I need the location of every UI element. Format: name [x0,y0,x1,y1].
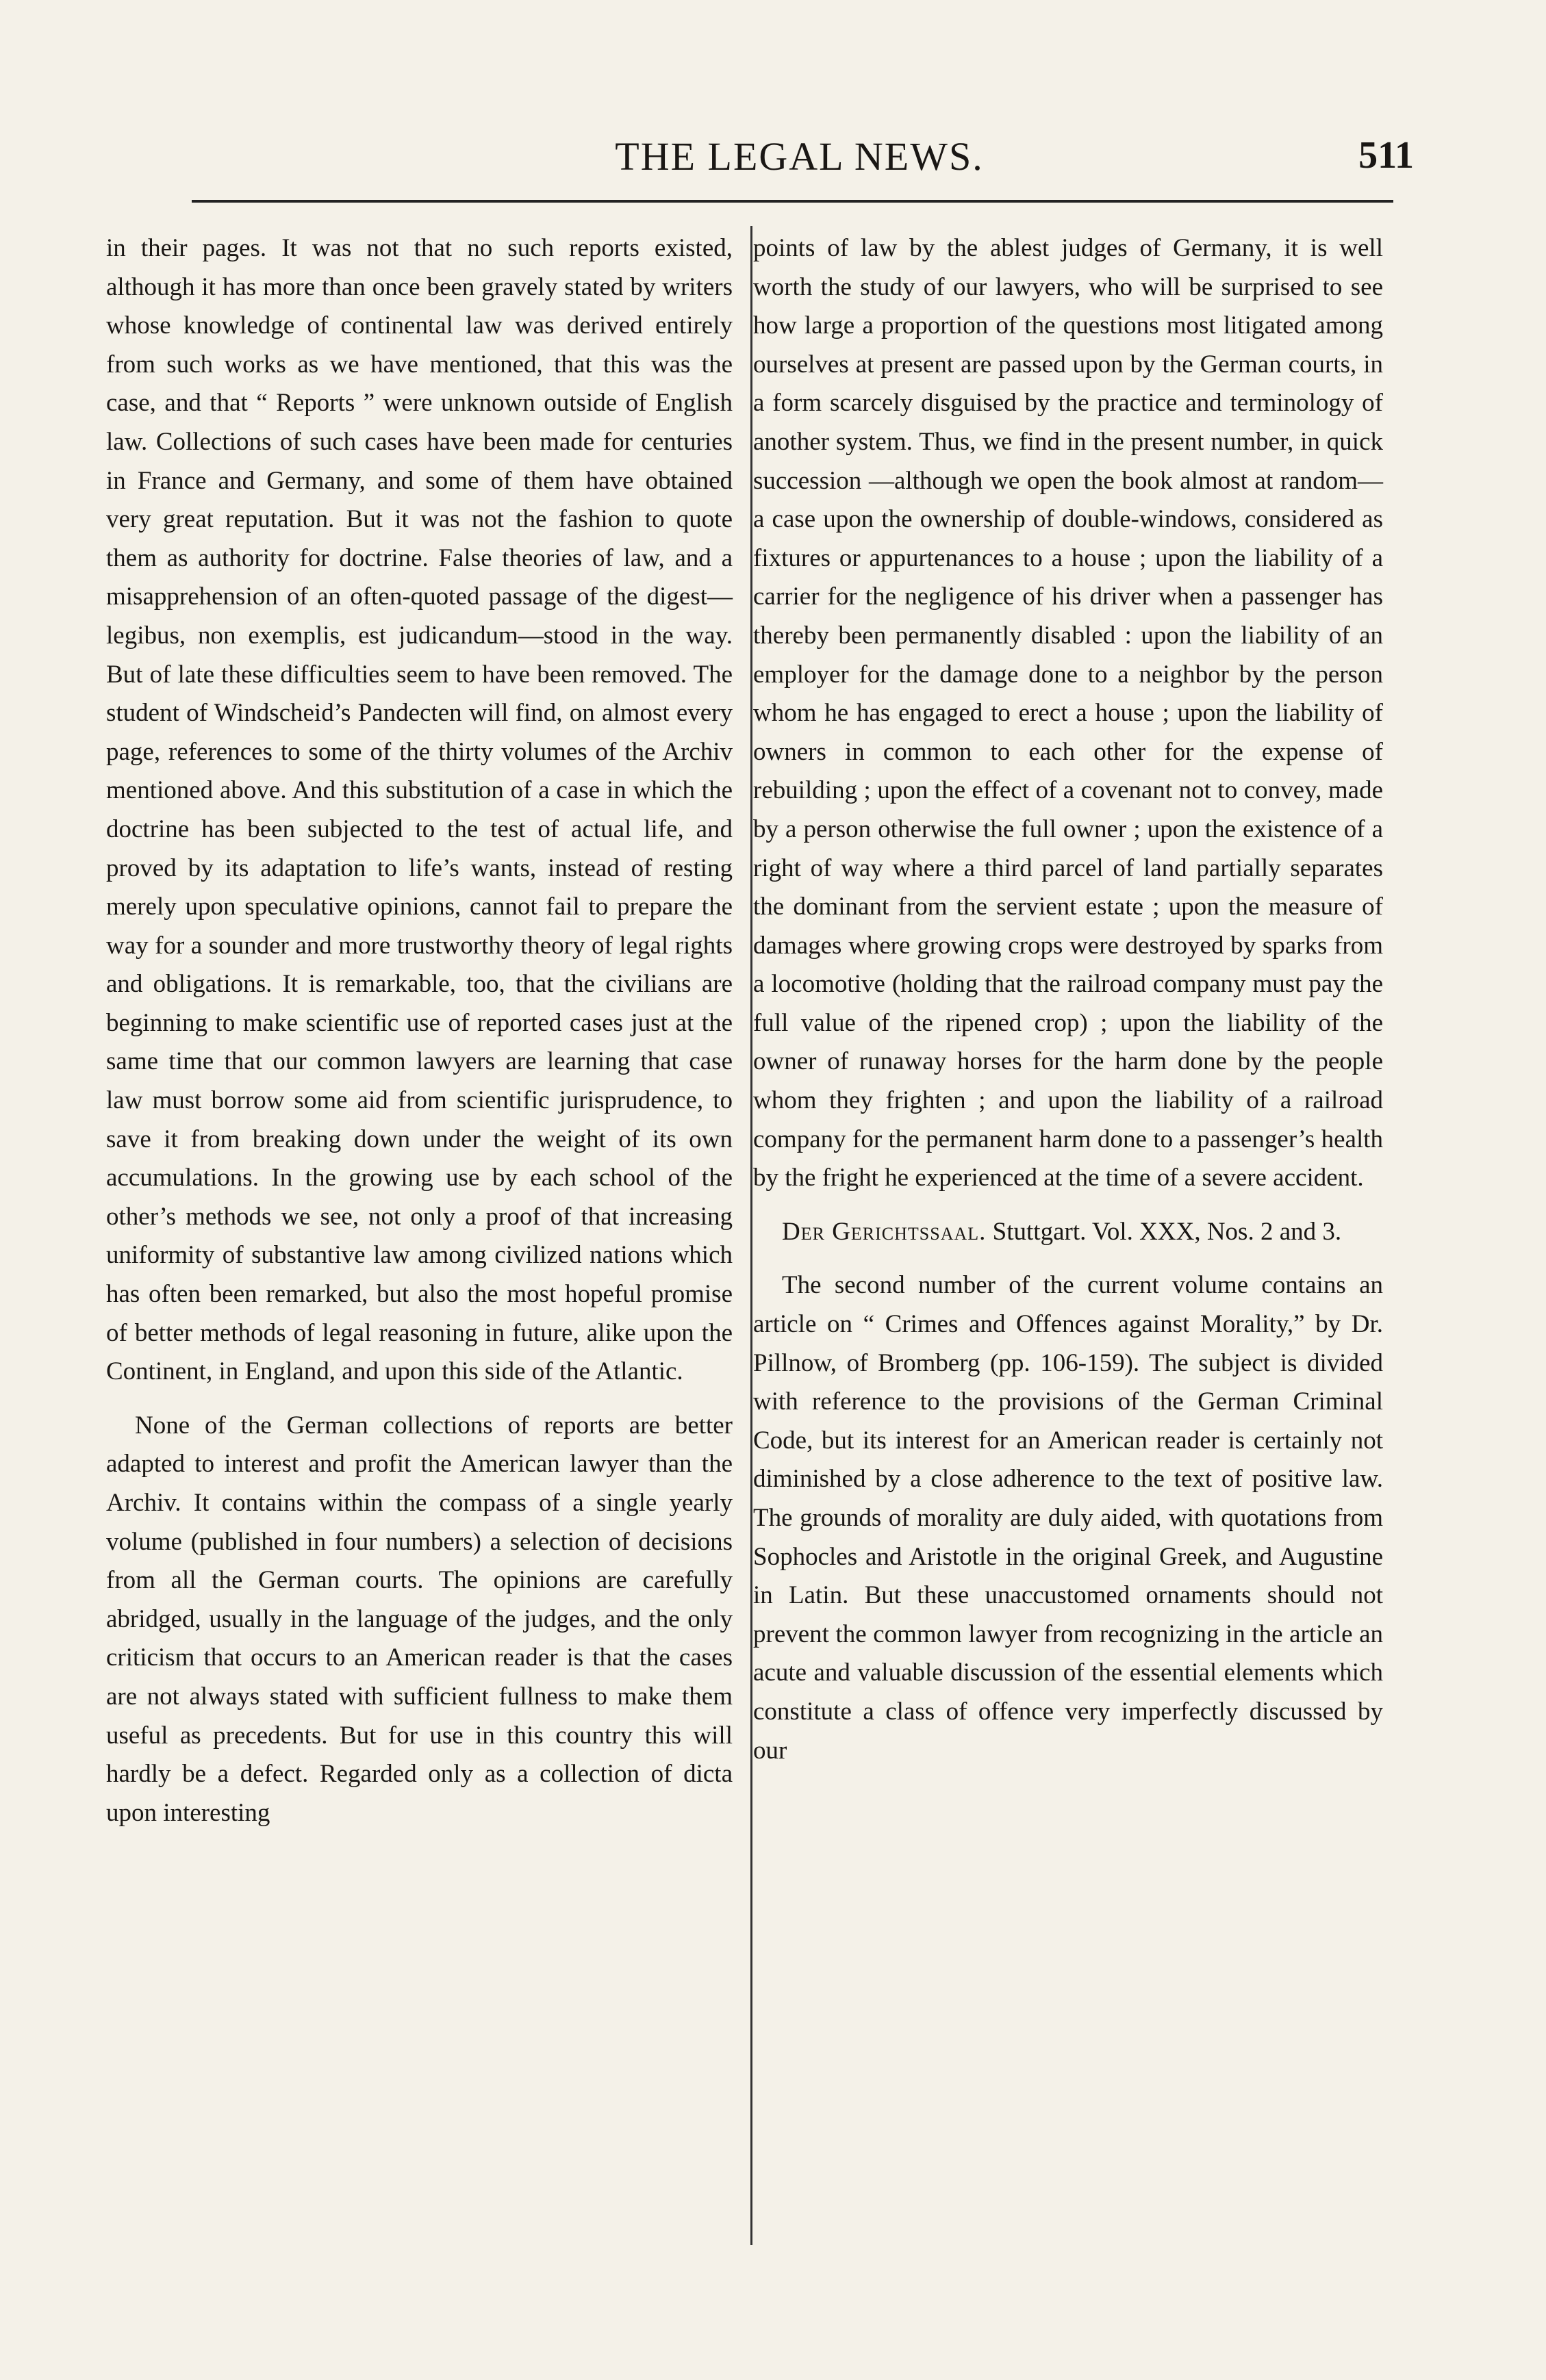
section-heading [753,1213,1383,1252]
section-details: Stuttgart. Vol. XXX, Nos. 2 and 3. [986,1217,1342,1246]
left-paragraph-2: None of the German collections of reports are better adapted to interest and profit the American lawyer than the Archiv. It contains within the compass of a single yearly volume (published in four numbers) a selection of decisions from all the German courts. The opinions are carefully abridged, usually in the language of the judges, and the only criticism that occurs to an American reader is that the cases are not always stated with sufficient fullness to make them useful as precedents. But for use in this country this will hardly be a defect. Regarded only as a collection of dicta upon interesting [106,1411,733,1827]
header-rule [192,200,1393,203]
left-paragraph-1: in their pages. It was not that no such reports existed, although it has more than once been gravely stated by writers whose knowledge of continental law was derived entirely from such works as we have mentioned, that this was the case, and that “ Reports ” were unknown outside of English law. Collections of such cases have been made for centuries in France and Germany, and some of them have obtained very great reputation. But it was not the fashion to quote them as authority for doctrine. False theories of law, and a misapprehension of an often-quoted passage of the digest—legibus, non exemplis, est judicandum—stood in the way. But of late these difficulties seem to have been removed. The student of Windscheid’s Pandecten will find, on almost every page, references to some of the thirty volumes of the Archiv mentioned above. And this substitution of a case in which the doctrine has been subjected to the test of actual life, and proved by its adaptation to life’s wants, instead of resting merely upon speculative opinions, cannot fail to prepare the way for a sounder and more trustworthy theory of legal rights and obligations. It is remarkable, too, that the civilians are beginning to make scientific use of reported cases just at the same time that our common lawyers are learning that case law must borrow some aid from scientific jurisprudence, to save it from breaking down under the weight of its own accumulations. In the growing use by each school of the other’s methods we see, not only a proof of that increasing uniformity of substantive law among civilized nations which has often been remarked, but also the most hopeful promise of better methods of legal reasoning in future, alike upon the Continent, in England, and upon this side of the Atlantic. [106,234,733,1386]
right-paragraph-2: The second number of the current volume contains an article on “ Crimes and Offences against Morality,” by Dr. Pillnow, of Bromberg (pp. 106-159). The subject is divided with reference to the provisions of the German Criminal Code, but its interest for an American reader is certainly not diminished by a close adherence to the text of positive law. The grounds of morality are duly aided, with quotations from Sophocles and Aristotle in the original Greek, and Augustine in Latin. But these unaccustomed ornaments should not prevent the common lawyer from recognizing in the article an acute and valuable discussion of the essential elements which constitute a class of offence very imperfectly discussed by our [753,1271,1383,1765]
page-number: 511 [1358,134,1414,177]
right-column [753,229,1383,1770]
section-title: Der Gerichtssaal. [782,1217,987,1246]
right-paragraph-1: points of law by the ablest judges of Germany, it is well worth the study of our lawyers, who will be surprised to see how large a proportion of the questions most litigated among ourselves at present are passed upon by the German courts, in a form scarcely disguised by the practice and terminology of another system. Thus, we find in the present number, in quick succession —although we open the book almost at random—a case upon the ownership of double-windows, considered as fixtures or appurtenances to a house ; upon the liability of a carrier for the negligence of his driver when a passenger has thereby been permanently disabled : upon the liability of an employer for the damage done to a neighbor by the person whom he has engaged to erect a house ; upon the liability of owners in common to each other for the expense of rebuilding ; upon the effect of a covenant not to convey, made by a person otherwise the full owner ; upon the existence of a right of way where a third parcel of land partially separates the dominant from the servient estate ; upon the measure of damages where growing crops were destroyed by sparks from a locomotive (holding that the railroad company must pay the full value of the ripened crop) ; upon the liability of the owner of runaway horses for the harm done by the people whom they frighten ; and upon the liability of a railroad company for the permanent harm done to a passenger’s health by the fright he experienced at the time of a severe accident. [753,234,1383,1192]
running-title: THE LEGAL NEWS. [615,134,984,179]
running-head [185,133,1414,188]
column-divider [750,226,752,2245]
left-column [106,229,733,1832]
